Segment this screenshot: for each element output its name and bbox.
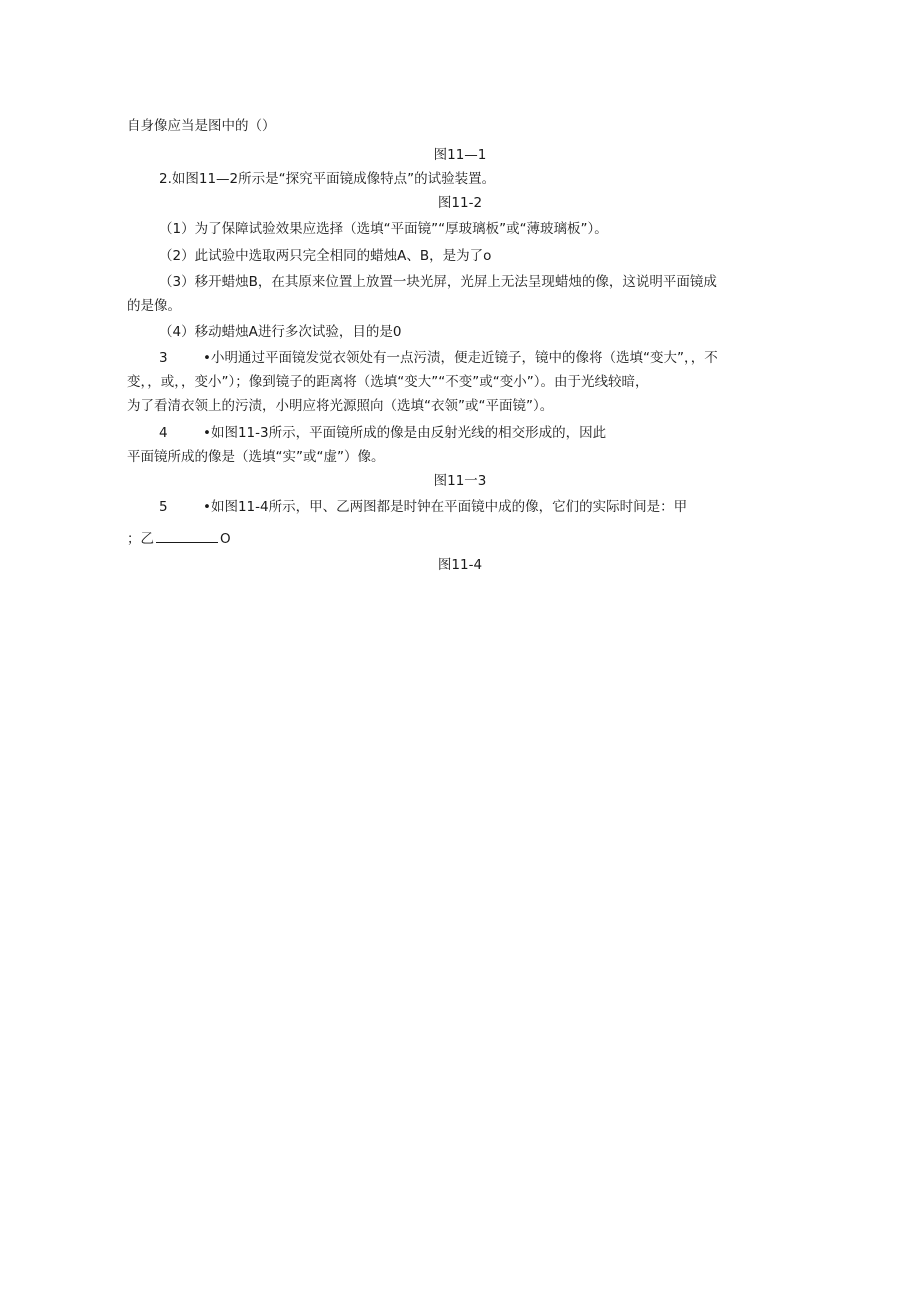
- answer-suffix: O: [220, 531, 231, 547]
- question-4: [159, 424, 606, 442]
- answer-blank: [156, 530, 218, 543]
- figure-caption: 图11—1: [433, 147, 487, 163]
- figure-caption: 图11-2: [437, 195, 483, 211]
- question-text: •如图11-4所示，甲、乙两图都是时钟在平面镜中成的像，它们的实际时间是：甲: [203, 499, 688, 515]
- question-3-cont: 为了看清衣领上的污渍，小明应将光源照向（选填“衣领”或“平面镜”）。: [127, 398, 554, 414]
- question-3-cont: 变，，或，，变小”）；像到镜子的距离将（选填“变大”“不变”或“变小”）。由于光线较暗，: [127, 374, 649, 390]
- figure-caption: 图11一3: [433, 473, 487, 489]
- question-text: •小明通过平面镜发觉衣领处有一点污渍，便走近镜子，镜中的像将（选填“变大”，，不: [203, 350, 718, 366]
- question-5: [159, 498, 687, 516]
- question-3: [159, 349, 718, 367]
- question-2-part-2: （2）此试验中选取两只完全相同的蜡烛A、B，是为了o: [159, 248, 492, 264]
- question-number: 4: [159, 425, 168, 441]
- question-2-part-3-cont: 的是像。: [127, 298, 181, 314]
- question-number: 5: [159, 499, 168, 515]
- question-2-part-4: （4）移动蜡烛A进行多次试验，目的是0: [159, 324, 402, 340]
- question-4-cont: 平面镜所成的像是（选填“实”或“虚”）像。: [127, 449, 385, 465]
- question-number: 3: [159, 350, 168, 366]
- question-5-cont: [127, 530, 231, 548]
- question-text: •如图11-3所示，平面镜所成的像是由反射光线的相交形成的，因此: [203, 425, 607, 441]
- question-2: 2.如图11—2所示是“探究平面镜成像特点”的试验装置。: [159, 171, 496, 187]
- figure-caption: 图11-4: [437, 557, 483, 573]
- answer-prefix: ；乙: [127, 531, 154, 547]
- text-line: 自身像应当是图中的（）: [127, 118, 276, 134]
- question-2-part-1: （1）为了保障试验效果应选择（选填“平面镜”“厚玻璃板”或“薄玻璃板”）。: [159, 221, 608, 237]
- question-2-part-3: （3）移开蜡烛B，在其原来位置上放置一块光屏，光屏上无法呈现蜡烛的像，这说明平面镜成: [159, 274, 717, 290]
